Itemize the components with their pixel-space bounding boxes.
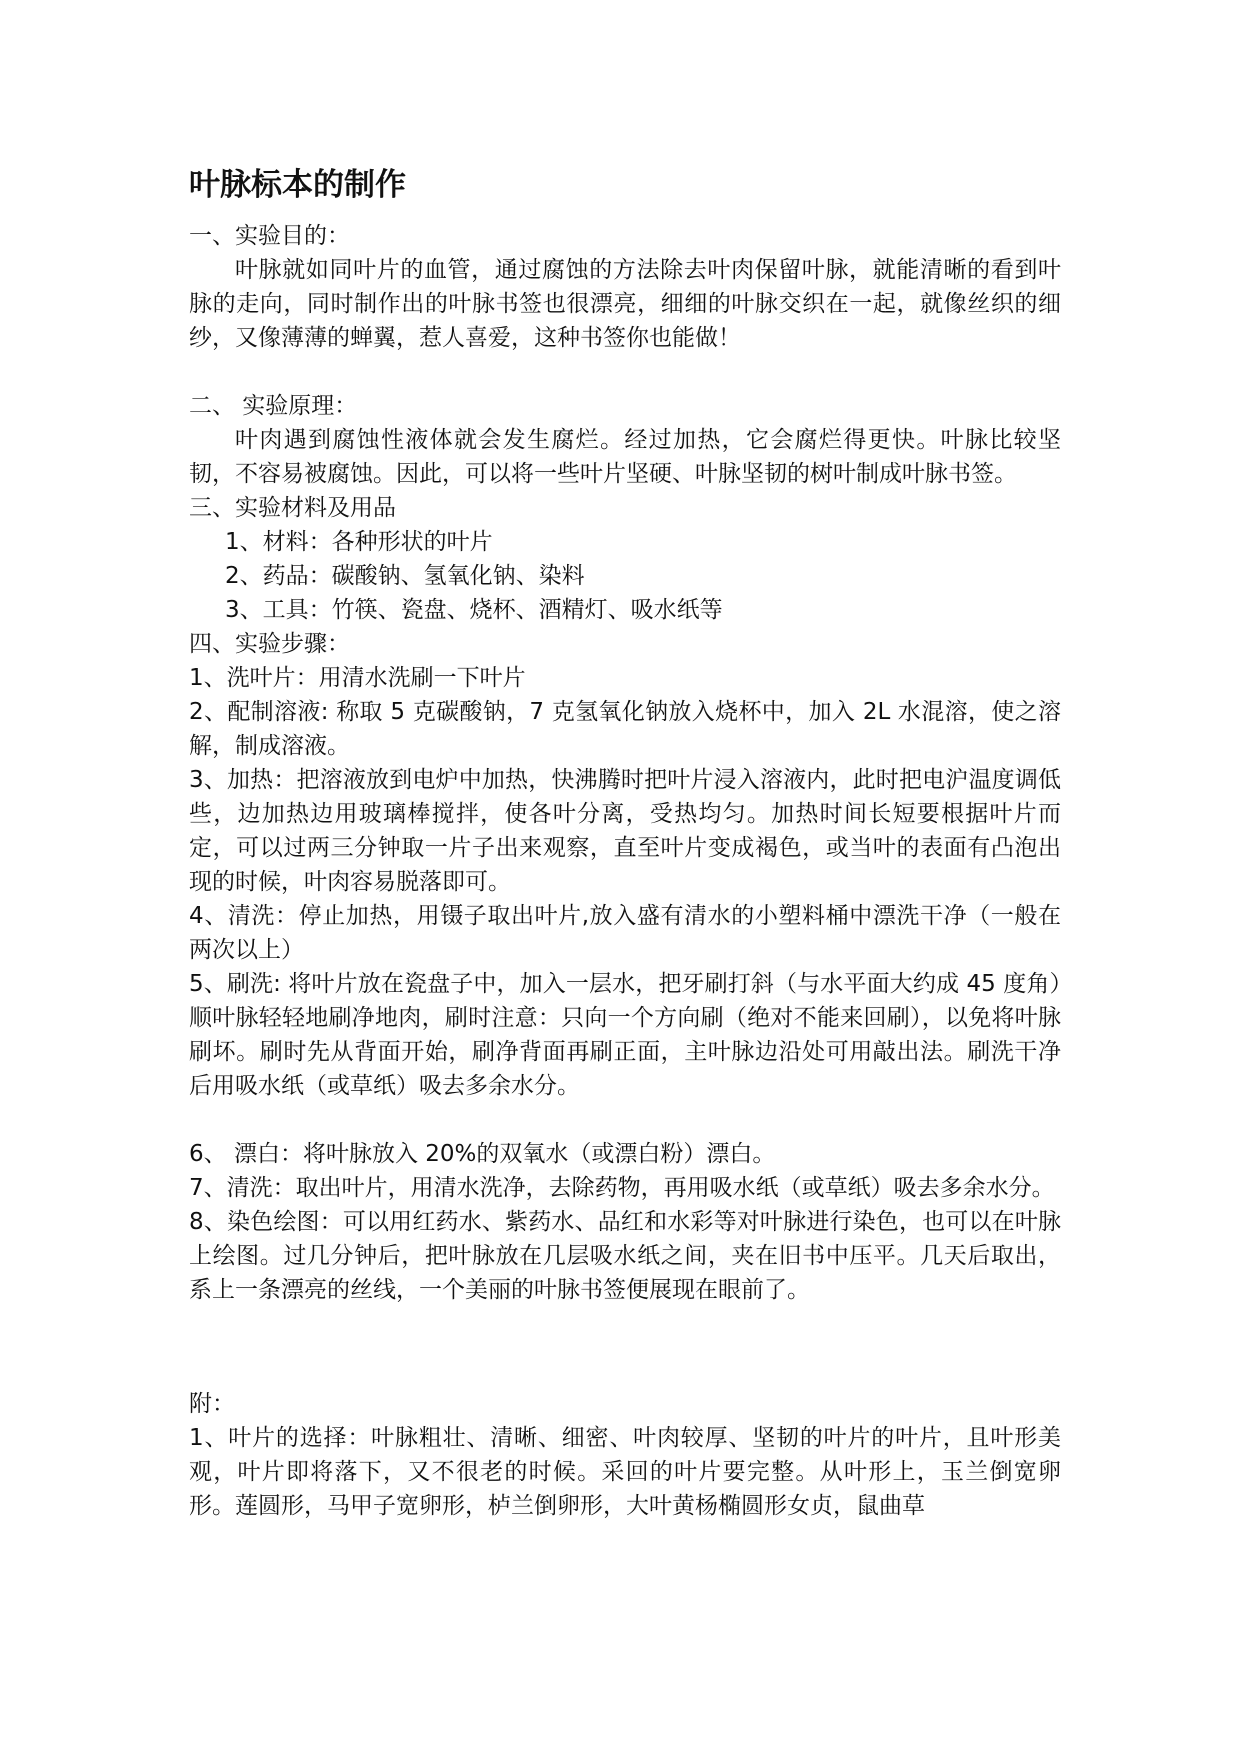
step-item: 6、 漂白：将叶脉放入 20%的双氧水（或漂白粉）漂白。 xyxy=(189,1141,776,1167)
principle-heading: 二、 实验原理： xyxy=(189,393,358,419)
spacer xyxy=(189,1307,1061,1387)
step-item: 1、洗叶片：用清水洗刷一下叶片 xyxy=(189,665,526,691)
purpose-heading: 一、实验目的： xyxy=(189,223,350,249)
document-title: 叶脉标本的制作 xyxy=(189,167,406,203)
step-item: 2、配制溶液: 称取 5 克碳酸钠，7 克氢氧化钠放入烧杯中，加入 2L 水混溶，使之溶解，制成溶液。 xyxy=(189,699,1061,759)
step-item: 8、染色绘图：可以用红药水、紫药水、品红和水彩等对叶脉进行染色，也可以在叶脉上绘图。过几分钟后，把叶脉放在几层吸水纸之间，夹在旧书中压平。几天后取出，系上一条漂亮的丝线，一个美丽的叶脉书签便展现在眼前了。 xyxy=(189,1209,1061,1303)
step-item: 7、清洗：取出叶片，用清水洗净，去除药物，再用吸水纸（或草纸）吸去多余水分。 xyxy=(189,1175,1055,1201)
materials-item: 2、药品：碳酸钠、氢氧化钠、染料 xyxy=(225,563,585,589)
purpose-text: 叶脉就如同叶片的血管，通过腐蚀的方法除去叶肉保留叶脉，就能清晰的看到叶脉的走向，同时制作出的叶脉书签也很漂亮，细细的叶脉交织在一起，就像丝织的细纱，又像薄薄的蝉翼，惹人喜爱，这种书签你也能做！ xyxy=(189,257,1061,351)
principle-text: 叶肉遇到腐蚀性液体就会发生腐烂。经过加热，它会腐烂得更快。叶脉比较坚韧，不容易被腐蚀。因此，可以将一些叶片坚硬、叶脉坚韧的树叶制成叶脉书签。 xyxy=(189,427,1061,487)
step-item: 4、清洗：停止加热，用镊子取出叶片,放入盛有清水的小塑料桶中漂洗干净（一般在两次以上） xyxy=(189,903,1061,963)
appendix-text: 1、叶片的选择：叶脉粗壮、清晰、细密、叶肉较厚、坚韧的叶片的叶片，且叶形美观，叶片即将落下，又不很老的时候。采回的叶片要完整。从叶形上，玉兰倒宽卵形。莲圆形，马甲子宽卵形，栌兰倒卵形，大叶黄杨椭圆形女贞，鼠曲草 xyxy=(189,1425,1061,1519)
document-page xyxy=(189,163,1061,1523)
spacer xyxy=(189,1103,1061,1137)
materials-item: 1、材料：各种形状的叶片 xyxy=(225,529,493,555)
spacer xyxy=(189,355,1061,389)
materials-item: 3、工具：竹筷、瓷盘、烧杯、酒精灯、吸水纸等 xyxy=(225,597,723,623)
step-item: 5、刷洗: 将叶片放在瓷盘子中，加入一层水，把牙刷打斜（与水平面大约成 45 度角）顺叶脉轻轻地刷净地肉，刷时注意：只向一个方向刷（绝对不能来回刷），以免将叶脉刷坏。刷时先从背面开始，刷净背面再刷正面，主叶脉边沿处可用敲出法。刷洗干净后用吸水纸（或草纸）吸去多余水分。 xyxy=(189,971,1061,1099)
step-item: 3、加热：把溶液放到电炉中加热，快沸腾时把叶片浸入溶液内，此时把电沪温度调低些，边加热边用玻璃棒搅拌，使各叶分离，受热均匀。加热时间长短要根据叶片而定，可以过两三分钟取一片子出来观察，直至叶片变成褐色，或当叶的表面有凸泡出现的时候，叶肉容易脱落即可。 xyxy=(189,767,1061,895)
appendix-heading: 附： xyxy=(189,1391,235,1417)
steps-heading: 四、实验步骤： xyxy=(189,631,350,657)
materials-heading: 三、实验材料及用品 xyxy=(189,495,396,521)
